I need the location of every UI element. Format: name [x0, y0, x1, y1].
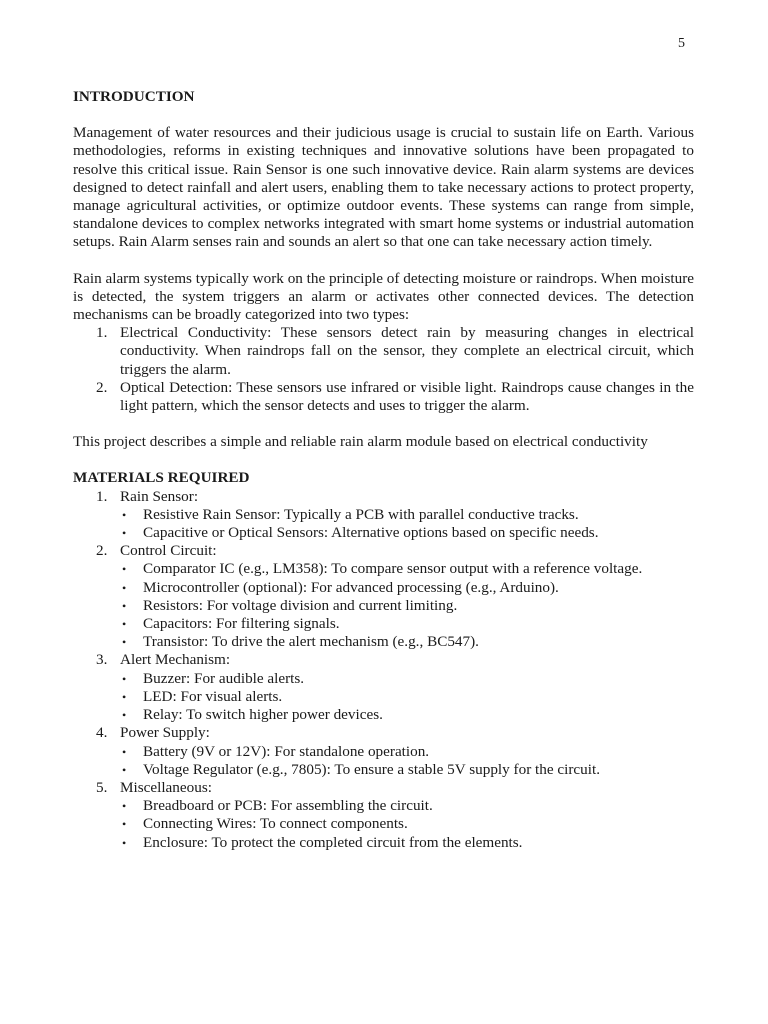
bullet-icon: •	[122, 580, 127, 595]
list-item	[120, 815, 694, 833]
list-item-text: Capacitive or Optical Sensors: Alternative options based on specific needs.	[143, 524, 599, 542]
list-item-text: Voltage Regulator (e.g., 7805): To ensure a stable 5V supply for the circuit.	[143, 760, 600, 778]
bullet-icon: •	[122, 671, 127, 686]
materials-group-title: Alert Mechanism:	[120, 651, 231, 669]
list-item-text: Breadboard or PCB: For assembling the circuit.	[143, 797, 433, 815]
bullet-icon: •	[122, 744, 127, 759]
list-item-text: Relay: To switch higher power devices.	[143, 706, 383, 724]
list-number: 3.	[96, 651, 108, 669]
bullet-icon: •	[122, 507, 127, 522]
list-item-text: Battery (9V or 12V): For standalone operation.	[143, 742, 430, 760]
list-item-text: Comparator IC (e.g., LM358): To compare sensor output with a reference voltage.	[143, 560, 643, 578]
list-item	[120, 706, 694, 724]
materials-group	[73, 724, 694, 779]
detection-type-item	[73, 324, 694, 379]
list-item	[120, 506, 694, 524]
list-item	[120, 615, 694, 633]
materials-group	[73, 542, 694, 651]
detection-type-text: Optical Detection: These sensors use infrared or visible light. Raindrops cause changes in the light pattern, which the sensor detects and uses to trigger the alarm.	[120, 378, 694, 415]
list-item	[120, 633, 694, 651]
materials-group	[73, 779, 694, 852]
materials-heading: MATERIALS REQUIRED	[73, 469, 250, 487]
list-number: 2.	[96, 378, 108, 396]
list-item	[120, 670, 694, 688]
list-number: 1.	[96, 487, 108, 505]
list-number: 4.	[96, 724, 108, 742]
list-item-text: Capacitors: For filtering signals.	[143, 615, 340, 633]
list-item	[120, 834, 694, 852]
bullet-icon: •	[122, 817, 127, 832]
list-number: 5.	[96, 778, 108, 796]
materials-sublist	[120, 506, 694, 542]
list-number: 2.	[96, 542, 108, 560]
bullet-icon: •	[122, 562, 127, 577]
list-item-text: Transistor: To drive the alert mechanism (e.g., BC547).	[143, 633, 479, 651]
list-item-text: Buzzer: For audible alerts.	[143, 669, 305, 687]
materials-group-title: Rain Sensor:	[120, 487, 199, 505]
materials-sublist	[120, 743, 694, 779]
introduction-heading: INTRODUCTION	[73, 88, 195, 105]
intro-paragraph-3: This project describes a simple and reliable rain alarm module based on electrical conductivity	[73, 433, 648, 451]
materials-sublist	[120, 797, 694, 852]
bullet-icon: •	[122, 526, 127, 541]
list-item	[120, 761, 694, 779]
detection-type-text: Electrical Conductivity: These sensors detect rain by measuring changes in electrical conductivity. When raindrops fall on the sensor, they complete an electrical circuit, which triggers the alarm.	[120, 324, 694, 378]
list-item-text: LED: For visual alerts.	[143, 687, 283, 705]
list-item-text: Enclosure: To protect the completed circuit from the elements.	[143, 833, 523, 851]
bullet-icon: •	[122, 835, 127, 850]
intro-paragraph-2: Rain alarm systems typically work on the principle of detecting moisture or raindrops. When moisture is detected, the system triggers an alarm or activates other connected devices. The detection mechanisms can be broadly categorized into two types:	[73, 269, 694, 324]
materials-group	[73, 488, 694, 543]
page-content	[73, 88, 694, 852]
page-number: 5	[678, 36, 685, 51]
bullet-icon: •	[122, 689, 127, 704]
materials-group	[73, 651, 694, 724]
intro-paragraph-1: Management of water resources and their judicious usage is crucial to sustain life on Earth. Various methodologies, reforms in existing techniques and innovative solutions have been propagated to resolve this critical issue. Rain Sensor is one such innovative device. Rain alarm systems are devices designed to detect rainfall and alert users, enabling them to take necessary actions to protect property, manage agricultural activities, or optimize outdoor events. These systems can range from simple, standalone devices to complex networks integrated with smart home systems or industrial automation setups. Rain Alarm senses rain and sounds an alert so that one can take necessary action timely.	[73, 124, 694, 251]
materials-group-title: Power Supply:	[120, 724, 210, 742]
list-item	[120, 579, 694, 597]
bullet-icon: •	[122, 635, 127, 650]
list-item	[120, 524, 694, 542]
list-item	[120, 560, 694, 578]
list-item	[120, 688, 694, 706]
list-item	[120, 597, 694, 615]
list-number: 1.	[96, 324, 108, 342]
materials-group-title: Control Circuit:	[120, 542, 217, 560]
materials-sublist	[120, 670, 694, 725]
materials-sublist	[120, 560, 694, 651]
bullet-icon: •	[122, 799, 127, 814]
detection-type-item	[73, 379, 694, 415]
list-item-text: Resistive Rain Sensor: Typically a PCB with parallel conductive tracks.	[143, 505, 579, 523]
materials-list	[73, 488, 694, 852]
list-item	[120, 797, 694, 815]
detection-types-list	[73, 324, 694, 415]
bullet-icon: •	[122, 708, 127, 723]
list-item	[120, 743, 694, 761]
bullet-icon: •	[122, 762, 127, 777]
bullet-icon: •	[122, 598, 127, 613]
list-item-text: Microcontroller (optional): For advanced processing (e.g., Arduino).	[143, 578, 559, 596]
bullet-icon: •	[122, 617, 127, 632]
list-item-text: Resistors: For voltage division and current limiting.	[143, 596, 458, 614]
list-item-text: Connecting Wires: To connect components.	[143, 815, 408, 833]
materials-group-title: Miscellaneous:	[120, 778, 212, 796]
